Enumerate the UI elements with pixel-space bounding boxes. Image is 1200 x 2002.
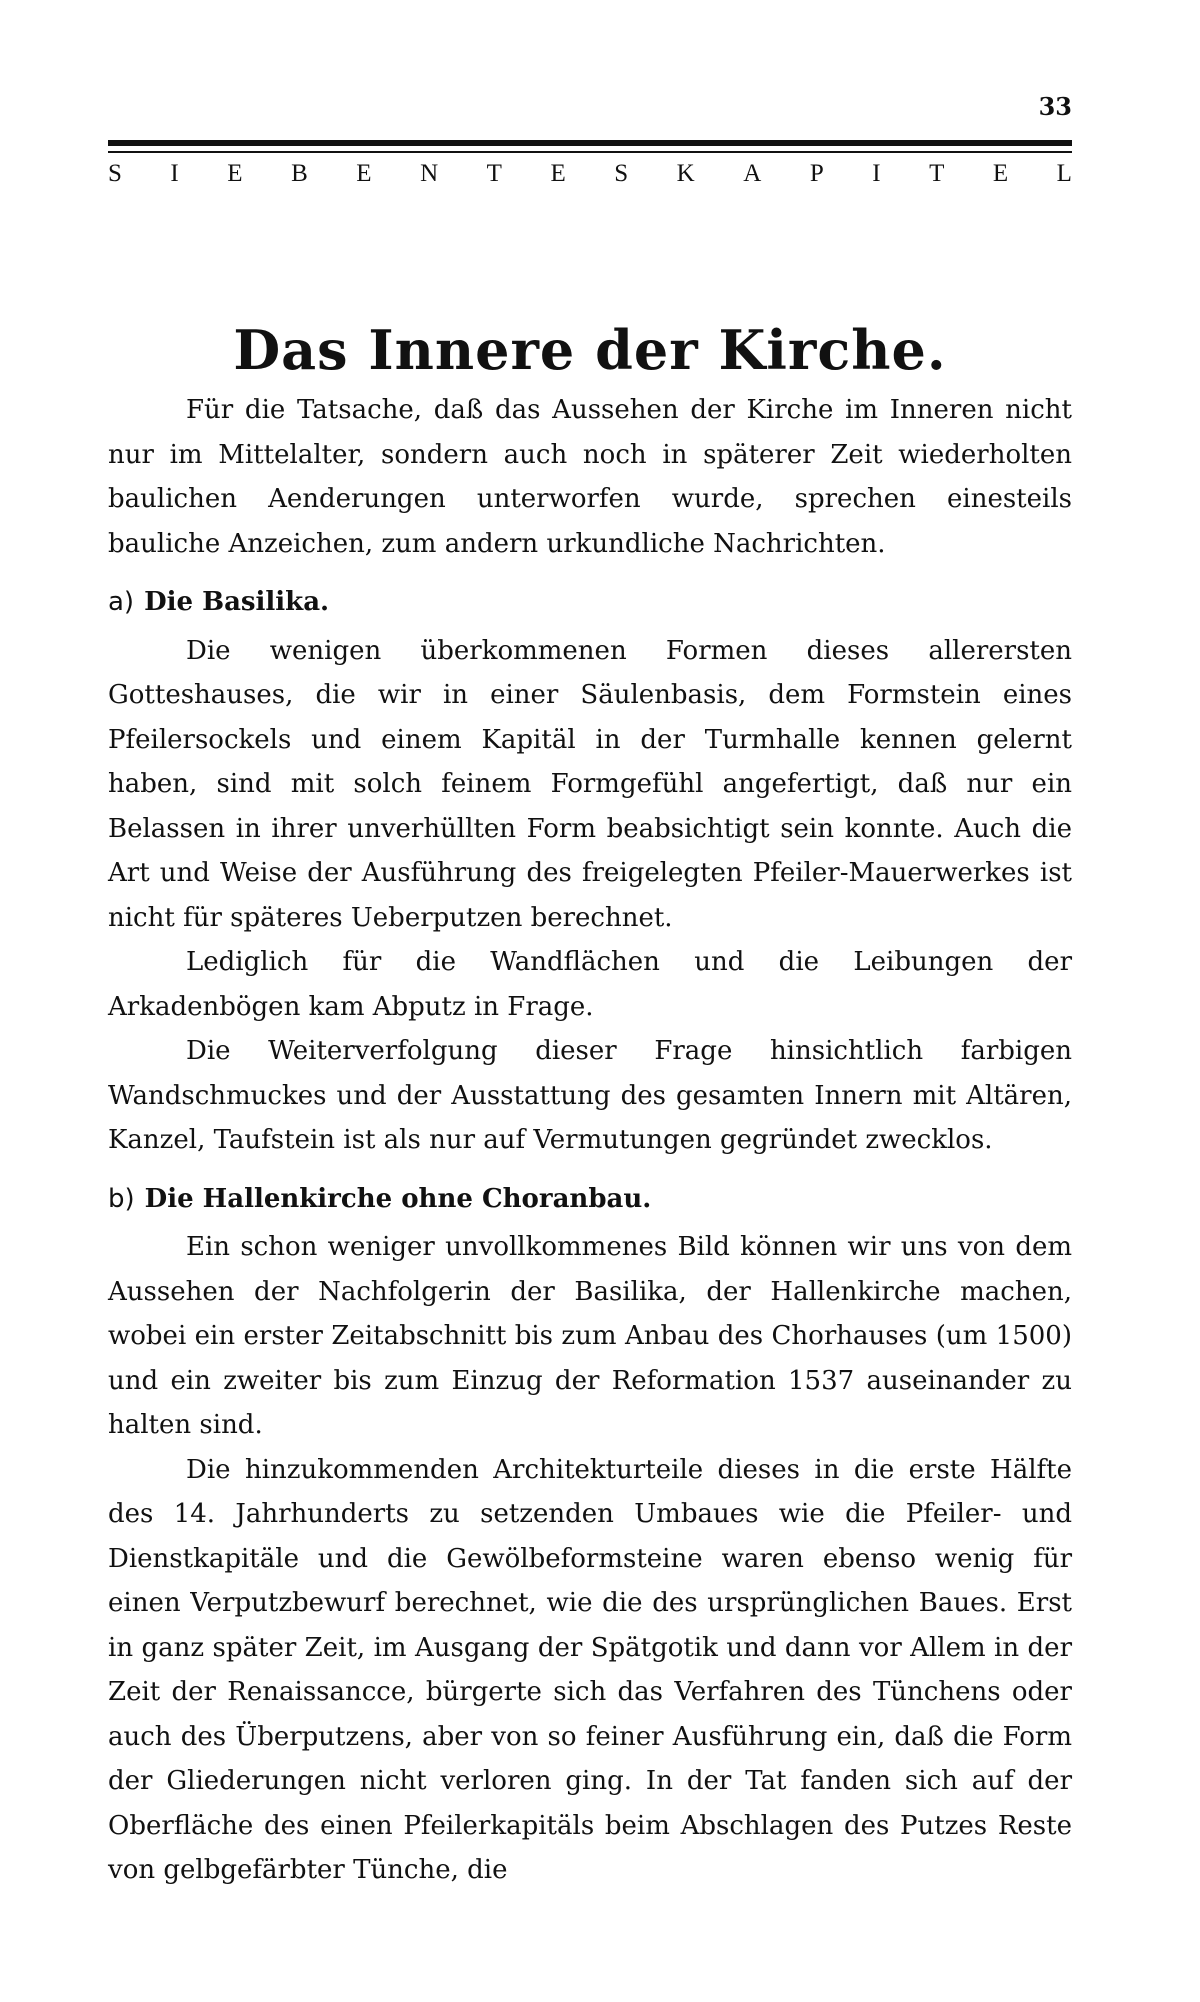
header-rule-thick — [108, 140, 1072, 146]
running-head-letter: L — [1056, 160, 1072, 187]
paragraph: Die wenigen überkommenen Formen dieses allerersten Gotteshauses, die wir in einer Säulenbasis, dem Formstein eines Pfeilersockels und einem Kapitäl in der Turmhalle kennen gelernt haben, sind mit solch feinem Formgefühl angefertigt, daß nur ein Belassen in ihrer unverhüllten Form beabsichtigt sein konnte. Auch die Art und Weise der Ausführung des freigelegten Pfeiler-Mauerwerkes ist nicht für späteres Ueberputzen berechnet. — [108, 635, 1072, 933]
page-number: 33 — [1038, 92, 1072, 121]
paragraph: Die Weiterverfolgung dieser Frage hinsichtlich farbigen Wandschmuckes und der Ausstattung des gesamten Innern mit Altären, Kanzel, Taufstein ist als nur auf Vermutungen gegründet zwecklos. — [108, 1036, 1072, 1155]
paragraph: Lediglich für die Wandflächen und die Leibungen der Arkadenbögen kam Abputz in Frage. — [108, 947, 1072, 1022]
paragraph: Ein schon weniger unvollkommenes Bild können wir uns von dem Aussehen der Nachfolgerin der Basilika, der Hallenkirche machen, wobei ein erster Zeitabschnitt bis zum Anbau des Chorhauses (um 1500) und ein zweiter bis zum Einzug der Reformation 1537 auseinander zu halten sind. — [108, 1232, 1072, 1440]
chapter-title: Das Innere der Kirche. — [233, 318, 947, 382]
running-head-letter: K — [676, 160, 695, 187]
running-head-letter: E — [550, 160, 566, 187]
running-head-letter: E — [992, 160, 1009, 187]
running-head — [108, 156, 1072, 192]
section-letter: a) — [108, 587, 135, 617]
section-heading-a — [108, 580, 1072, 625]
running-head-letter: T — [486, 160, 502, 187]
running-head-letter: S — [614, 160, 629, 187]
running-head-letter: I — [170, 160, 179, 187]
header-rule-thin — [108, 151, 1072, 153]
running-head-letter: P — [809, 160, 824, 187]
running-head-letter: B — [291, 160, 308, 187]
running-head-letter: N — [420, 160, 439, 187]
section-heading-b — [108, 1177, 1072, 1222]
running-head-letter: I — [872, 160, 881, 187]
body-text — [108, 388, 1072, 1893]
intro-paragraph: Für die Tatsache, daß das Aussehen der Kirche im Inneren nicht nur im Mittelalter, sondern auch noch in späterer Zeit wiederholten baulichen Aenderungen unterworfen wurde, sprechen einesteils bauliche Anzeichen, zum andern urkundliche Nachrichten. — [108, 395, 1072, 559]
paragraph: Die hinzukommenden Architekturteile dieses in die erste Hälfte des 14. Jahrhunderts zu setzenden Umbaues wie die Pfeiler- und Dienstkapitäle und die Gewölbeformsteine waren ebenso wenig für einen Verputzbewurf berechnet, wie die des ursprünglichen Baues. Erst in ganz später Zeit, im Ausgang der Spätgotik und dann vor Allem in der Zeit der Renaissancce, bürgerte sich das Verfahren des Tünchens oder auch des Überputzens, aber von so feiner Ausführung ein, daß die Form der Gliederungen nicht verloren ging. In der Tat fanden sich auf der Oberfläche des einen Pfeilerkapitäls beim Abschlagen des Putzes Reste von gelbgefärbter Tünche, die — [108, 1454, 1072, 1885]
section-title: Die Hallenkirche ohne Choranbau. — [144, 1183, 652, 1214]
section-letter: b) — [108, 1183, 135, 1214]
running-head-letter: T — [929, 160, 945, 187]
running-head-letter: A — [743, 160, 762, 187]
running-head-letter: S — [108, 160, 122, 187]
running-head-letter: E — [227, 160, 243, 187]
running-head-letter: E — [356, 160, 372, 187]
section-title: Die Basilika. — [144, 587, 330, 617]
